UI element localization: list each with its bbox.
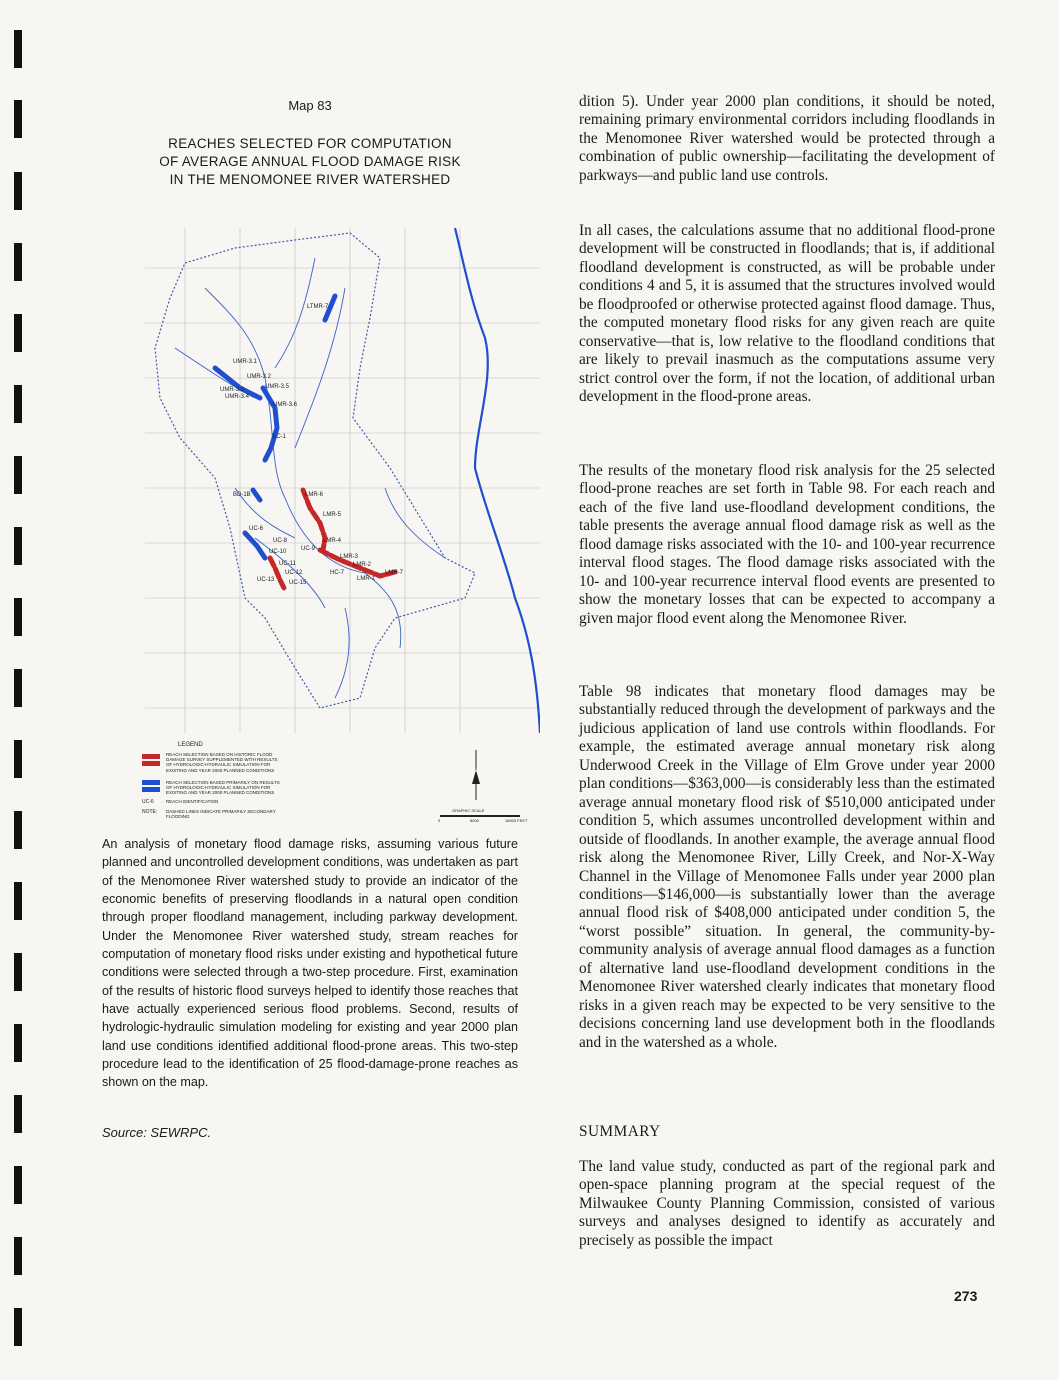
legend-note-key: NOTE: bbox=[142, 809, 158, 815]
lake-shoreline bbox=[455, 228, 540, 733]
reach-label: UC-12 bbox=[285, 570, 303, 576]
page-number: 273 bbox=[954, 1288, 978, 1304]
watershed-map-svg bbox=[145, 228, 540, 733]
reach-label: LMR-1 bbox=[357, 576, 376, 582]
binder-hole bbox=[14, 1024, 22, 1062]
binder-hole bbox=[14, 172, 22, 210]
binder-hole bbox=[14, 1095, 22, 1133]
binder-hole bbox=[14, 100, 22, 138]
summary-paragraph: The land value study, conducted as part of the regional park and open-space planning program at the special request of the Milwaukee County Planning Commission, consisted of various surveys and analyses designed to identify as accurately and precisely as possible the impact bbox=[579, 1158, 995, 1249]
watershed-map bbox=[145, 228, 540, 733]
scale-tick-0: 0 bbox=[438, 818, 441, 823]
legend-red-text: REACH SELECTION BASED ON HISTORIC FLOOD DAMAGE SURVEY SUPPLEMENTED WITH RESULTS OF HYDROLOGIC-HYDRAULIC SIMULATION FOR EXISTING AND YEAR 2000 PLANNED CONDITIONS bbox=[166, 752, 278, 773]
reach-label: UC-15 bbox=[289, 580, 307, 586]
north-label: N bbox=[473, 768, 478, 774]
reach-label: LMR-4 bbox=[323, 538, 342, 544]
binder-hole bbox=[14, 527, 22, 565]
legend-swatch-red bbox=[142, 754, 160, 766]
reach-label: LMR-5 bbox=[323, 512, 342, 518]
legend-blue-text: REACH SELECTION BASED PRIMARILY ON RESULTS OF HYDROLOGIC-HYDRAULIC SIMULATION FOR EXISTING AND YEAR 2000 PLANNED CONDITIONS bbox=[166, 780, 280, 796]
reach-label: UMR-3.6 bbox=[273, 402, 298, 408]
legend-id-text: REACH IDENTIFICATION bbox=[166, 799, 219, 804]
map-label: Map 83 bbox=[288, 98, 332, 113]
binder-hole bbox=[14, 385, 22, 423]
reach-label: UMR-3.5 bbox=[265, 384, 290, 390]
binder-hole bbox=[14, 882, 22, 920]
binder-hole bbox=[14, 243, 22, 281]
binder-hole bbox=[14, 314, 22, 352]
reach-label: UMR-3.3 bbox=[220, 387, 245, 393]
map-source: Source: SEWRPC. bbox=[102, 1125, 212, 1140]
reach-label: LMR-7 bbox=[385, 570, 404, 576]
binder-hole bbox=[14, 1237, 22, 1275]
map-title bbox=[100, 135, 520, 189]
body-paragraph: The results of the monetary flood risk analysis for the 25 selected flood-prone reaches are set forth in Table 98. For each reach and each of the five land use-floodland development conditions, the table presents the average annual flood damage risk as well as the flood damage risks associated with the 10- and 100-year recurrence interval flood stages. The flood damage risks associated with the 10- and 100-year recurrence interval flood events are presented to show the monetary losses that can be expected to accompany a given major flood event along the Menomonee River. bbox=[579, 462, 995, 627]
binder-hole bbox=[14, 1166, 22, 1204]
scale-title: GRAPHIC SCALE bbox=[452, 808, 485, 813]
legend-title: LEGEND bbox=[178, 742, 203, 748]
reach-label: LMR-2 bbox=[353, 562, 372, 568]
reach-label: UC-8 bbox=[273, 538, 288, 544]
map-title-line: OF AVERAGE ANNUAL FLOOD DAMAGE RISK bbox=[159, 154, 461, 169]
reach-label: UC-9 bbox=[301, 546, 316, 552]
legend-note-text: DASHED LINES INDICATE PRIMARILY SECONDARY FLOODING bbox=[166, 809, 276, 820]
reach-label: UC-11 bbox=[279, 561, 296, 567]
section-heading: SUMMARY bbox=[579, 1123, 661, 1140]
binder-hole bbox=[14, 669, 22, 707]
body-paragraph: In all cases, the calculations assume that no additional flood-prone development will be constructed in floodlands; that is, if additional floodland development is constructed, as will be probable under conditions 4 and 5, it is assumed that the structures involved would be floodproofed or otherwise protected against flood damage. Thus, the computed monetary flood risks for any given reach are quite conservative—that is, low relative to the floodland conditions that are likely to prevail inasmuch as the computations assume very strict control over the form, if not the location, of additional urban development in the flood-prone areas. bbox=[579, 222, 995, 406]
reach-label: LC-1 bbox=[273, 434, 287, 440]
reach-label: LMR-3 bbox=[340, 554, 359, 560]
reach-label: LTMR-7 bbox=[307, 304, 329, 310]
map-legend bbox=[140, 740, 540, 822]
legend-swatch-blue bbox=[142, 780, 160, 792]
binder-hole bbox=[14, 811, 22, 849]
reach-label: HC-7 bbox=[330, 570, 345, 576]
reach-label: LMR-6 bbox=[305, 492, 324, 498]
scale-tick-2: 16000 FEET bbox=[505, 818, 528, 823]
reach-label: UC-13 bbox=[257, 577, 275, 583]
map-caption: An analysis of monetary flood damage risks, assuming various future planned and uncontrolled development conditions, was undertaken as part of the Menomonee River watershed study to provide an indicator of the economic benefits of preserving floodlands in a natural open condition through proper floodland management, including parkway development. Under the Menomonee River watershed study, stream reaches for computation of monetary flood risks under existing and hypothetical future conditions were selected through a two-step procedure. First, examination of the results of historic flood surveys helped to identify those reaches that have actually experienced serious flood problems. Second, results of hydrologic-hydraulic simulation modeling for existing and year 2000 plan land use conditions identified additional flood-prone areas. This two-step procedure lead to the identification of 25 flood-damage-prone reaches as shown on the map. bbox=[102, 837, 518, 1090]
binder-hole bbox=[14, 456, 22, 494]
body-paragraph: Table 98 indicates that monetary flood damages may be substantially reduced through the development of parkways and the judicious application of land use controls within floodlands. For example, the estimated average annual monetary risk along Underwood Creek in the Village of Elm Grove under year 2000 plan conditions—$363,000—is considerably less than the estimated average annual monetary flood risk of $510,000 anticipated under condition 5, which assumes uncontrolled development within and outside of floodlands. In another example, the average annual flood risk along the Menomonee River, Lilly Creek, and Nor-X-Way Channel in the Village of Menomonee Falls under year 2000 plan conditions—$146,000—is substantially lower than the average annual flood risk of $408,000 anticipated under condition 5, the “worst possible” situation. In general, the community-by-community analysis of average annual flood damages as a function of alternative land use-floodland development conditions in the Menomonee River watershed clearly indicates that monetary flood risks in a given reach may be expected to be very sensitive to the decisions concerning land use development both in the floodlands and in the watershed as a whole. bbox=[579, 683, 995, 1051]
binder-hole bbox=[14, 30, 22, 68]
map-title-line: IN THE MENOMONEE RIVER WATERSHED bbox=[169, 172, 451, 187]
legend-id-key: UC-6 bbox=[142, 799, 154, 805]
reach-label: UC-6 bbox=[249, 526, 264, 532]
reach-label: UMR-3.2 bbox=[247, 374, 272, 380]
body-paragraph: dition 5). Under year 2000 plan conditions, it should be noted, remaining primary environmental corridors including floodlands in the Menomonee River watershed would be protected through a combination of public ownership—facilitating the development of parkways—and public land use controls. bbox=[579, 93, 995, 184]
reach-label: UMR-3.1 bbox=[233, 359, 258, 365]
reach-label: UMR-3.4 bbox=[225, 394, 250, 400]
north-arrow-icon bbox=[470, 750, 482, 800]
binder-hole bbox=[14, 740, 22, 778]
binder-hole bbox=[14, 1308, 22, 1346]
reach-label: UC-10 bbox=[269, 549, 287, 555]
graphic-scale-bar bbox=[440, 815, 520, 817]
binder-hole bbox=[14, 953, 22, 991]
reach-label: BD-1B bbox=[233, 492, 251, 498]
scale-tick-1: 8000 bbox=[470, 818, 479, 823]
binder-hole bbox=[14, 598, 22, 636]
map-title-line: REACHES SELECTED FOR COMPUTATION bbox=[168, 136, 452, 151]
